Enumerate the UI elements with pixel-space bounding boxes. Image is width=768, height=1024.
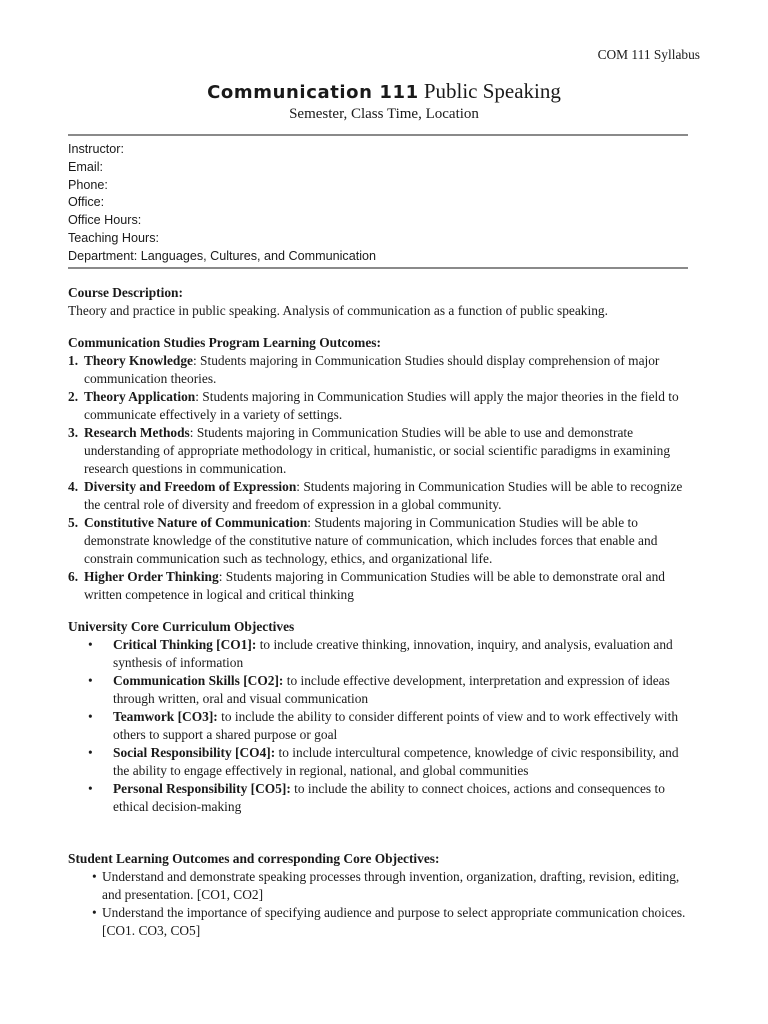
- bullet-icon: •: [92, 905, 97, 920]
- core-objectives-section: [68, 618, 693, 816]
- list-item: [68, 744, 693, 780]
- item-number: 6.: [68, 569, 79, 584]
- item-text: : Students majoring in Communication Studies will apply the major theories in the field to communicate effectively in a variety of settings.: [84, 389, 679, 422]
- item-number: 1.: [68, 353, 79, 368]
- office-hours-line: Office Hours:: [68, 213, 142, 228]
- item-lead: Social Responsibility [CO4]:: [113, 745, 276, 760]
- item-lead: Constitutive Nature of Communication: [84, 515, 308, 530]
- program-outcomes-section: [68, 334, 693, 604]
- bullet-icon: •: [88, 709, 93, 724]
- item-text: : Students majoring in Communication Studies will be able to recognize the central role of diversity and freedom of expression in a global community.: [84, 479, 683, 512]
- item-text: : Students majoring in Communication Studies will be able to demonstrate knowledge of the constitutive nature of communication, which includes forces that enable and constrain communication such as technology, ethics, and organizational life.: [84, 515, 658, 566]
- bullet-icon: •: [88, 637, 93, 652]
- list-item: [68, 672, 693, 708]
- bullet-icon: •: [92, 869, 97, 884]
- item-lead: Higher Order Thinking: [84, 569, 219, 584]
- department-line: Department: Languages, Cultures, and Communication: [68, 248, 377, 263]
- item-lead: Teamwork [CO3]:: [113, 709, 218, 724]
- list-item: [68, 352, 693, 388]
- item-text: to include the ability to consider different points of view and to work effectively with others to support a shared purpose or goal: [113, 709, 679, 742]
- course-code: Communication 111: [207, 82, 419, 103]
- item-text: : Students majoring in Communication Studies will be able to use and demonstrate understanding of appropriate methodology in critical, humanistic, or social scientific paradigms in examining research questions in communication.: [84, 425, 671, 476]
- item-number: 5.: [68, 515, 79, 530]
- list-item: [68, 568, 693, 604]
- list-item: [68, 780, 693, 816]
- item-lead: Diversity and Freedom of Expression: [84, 479, 297, 494]
- core-objectives-list: [68, 636, 693, 816]
- core-objectives-heading: University Core Curriculum Objectives: [68, 619, 295, 634]
- item-number: 4.: [68, 479, 79, 494]
- bullet-icon: •: [88, 673, 93, 688]
- item-lead: Research Methods: [84, 425, 190, 440]
- item-number: 3.: [68, 425, 79, 440]
- item-text: : Students majoring in Communication Studies will be able to demonstrate oral and written competence in logical and critical thinking: [84, 569, 665, 602]
- phone-line: Phone:: [68, 177, 108, 192]
- document-subtitle: Semester, Class Time, Location: [289, 106, 479, 122]
- bullet-icon: •: [88, 781, 93, 796]
- item-text: to include effective development, interpretation and expression of ideas through written, oral and visual communication: [113, 673, 670, 706]
- document-title: [0, 78, 768, 106]
- learning-outcomes-heading: Student Learning Outcomes and corresponding Core Objectives:: [68, 851, 440, 866]
- syllabus-body: [68, 284, 693, 940]
- item-lead: Theory Knowledge: [84, 353, 193, 368]
- item-lead: Personal Responsibility [CO5]:: [113, 781, 291, 796]
- list-item: [68, 478, 693, 514]
- program-outcomes-heading: Communication Studies Program Learning Outcomes:: [68, 335, 381, 350]
- list-item: [68, 514, 693, 568]
- item-lead: Communication Skills [CO2]:: [113, 673, 284, 688]
- list-item: [68, 904, 693, 940]
- item-lead: Theory Application: [84, 389, 196, 404]
- list-item: [68, 868, 693, 904]
- list-item: [68, 424, 693, 478]
- learning-outcomes-section: [68, 850, 693, 940]
- list-item: [68, 636, 693, 672]
- list-item: [68, 708, 693, 744]
- item-text: to include creative thinking, innovation, inquiry, and analysis, evaluation and synthesis of information: [113, 637, 673, 670]
- office-line: Office:: [68, 195, 105, 210]
- item-text: to include intercultural competence, knowledge of civic responsibility, and the ability to engage effectively in regional, national, and global communities: [113, 745, 679, 778]
- item-text: : Students majoring in Communication Studies should display comprehension of major communication theories.: [84, 353, 660, 386]
- course-name: Public Speaking: [423, 79, 561, 103]
- item-text: to include the ability to connect choices, actions and consequences to ethical decision-making: [113, 781, 665, 814]
- teaching-hours-line: Teaching Hours:: [68, 230, 160, 245]
- running-header: COM 111 Syllabus: [597, 47, 700, 62]
- course-description-section: [68, 284, 693, 320]
- bottom-divider: [68, 267, 688, 269]
- item-text: Understand the importance of specifying audience and purpose to select appropriate communication choices. [CO1. CO3, CO5]: [102, 905, 686, 938]
- item-lead: Critical Thinking [CO1]:: [113, 637, 257, 652]
- bullet-icon: •: [88, 745, 93, 760]
- item-number: 2.: [68, 389, 79, 404]
- instructor-line: Instructor:: [68, 142, 124, 156]
- email-line: Email:: [68, 159, 103, 174]
- list-item: [68, 388, 693, 424]
- item-text: Understand and demonstrate speaking processes through invention, organization, drafting, revision, editing, and presentation. [CO1, CO2]: [102, 869, 680, 902]
- instructor-info-block: [68, 141, 688, 266]
- course-description-text: Theory and practice in public speaking. Analysis of communication as a function of public speaking.: [68, 303, 608, 318]
- top-divider: [68, 134, 688, 136]
- course-description-heading: Course Description:: [68, 285, 183, 300]
